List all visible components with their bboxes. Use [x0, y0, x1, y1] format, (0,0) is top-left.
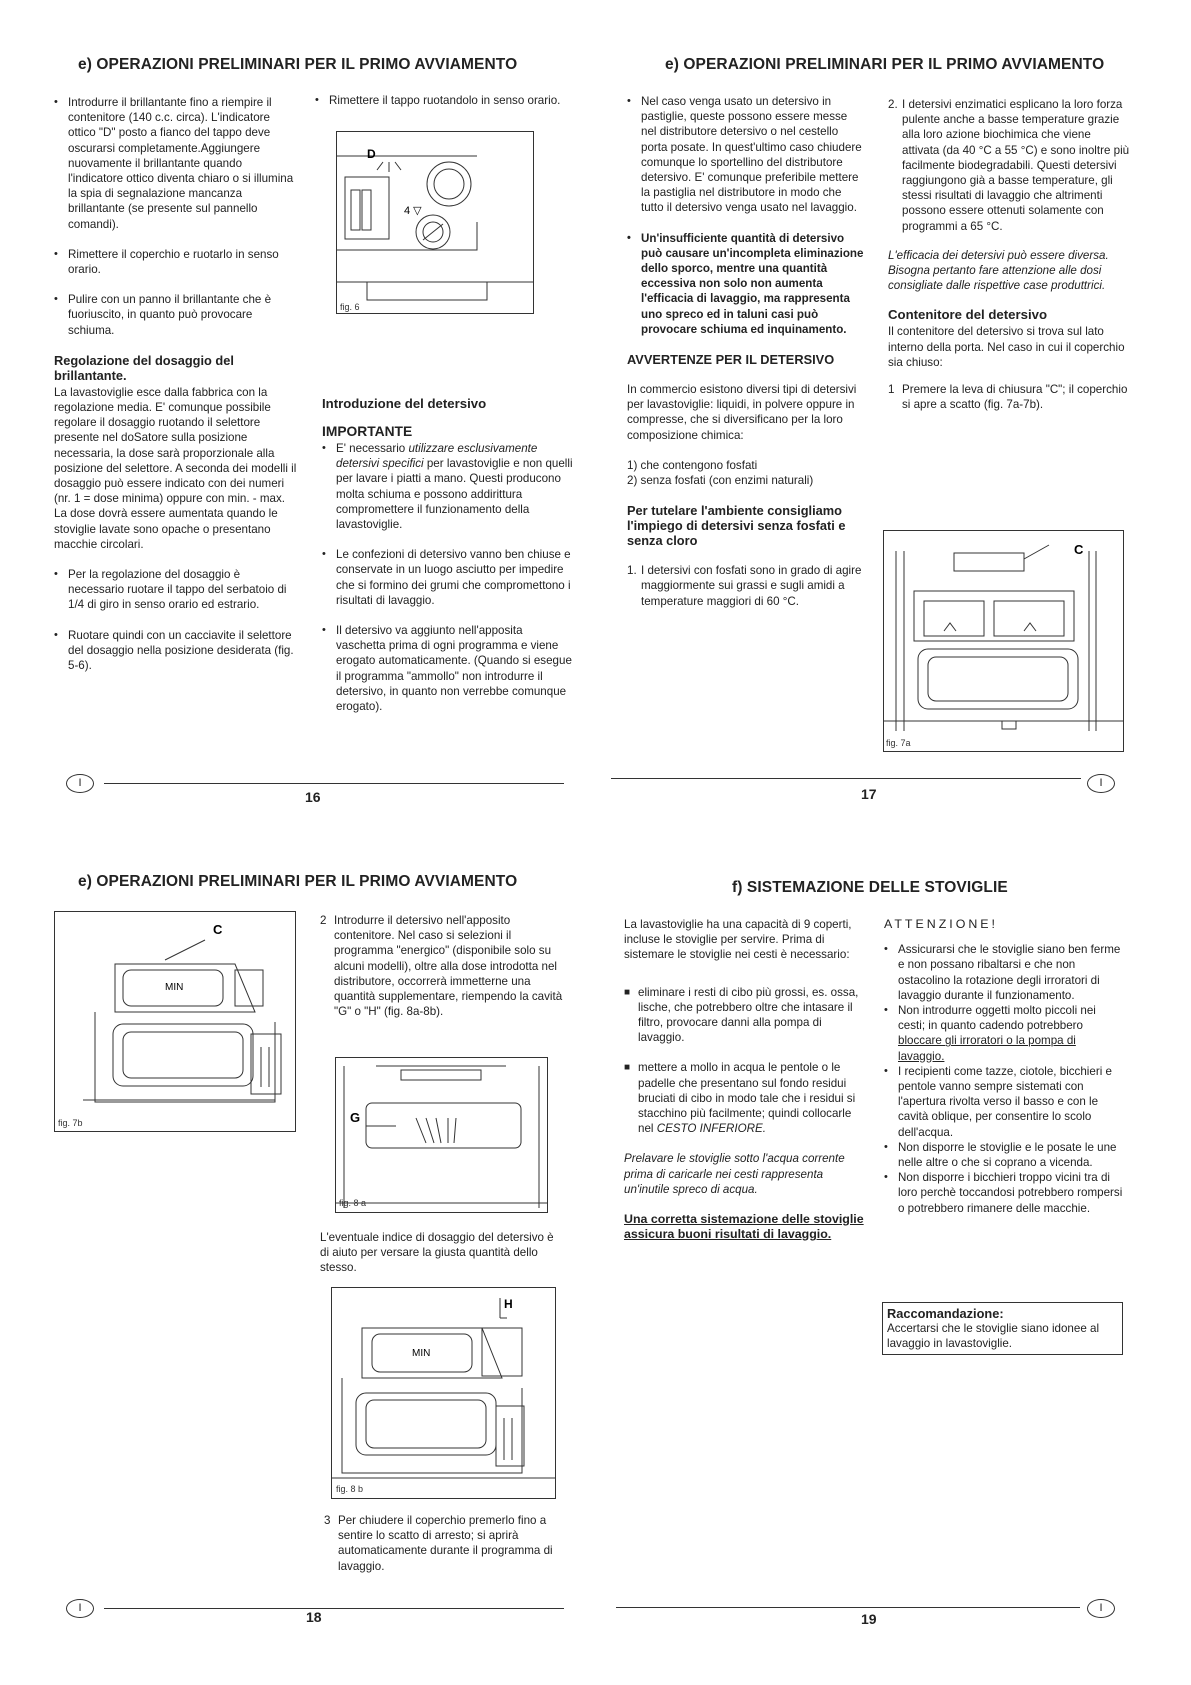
list-line: 1) che contengono fosfati	[627, 458, 758, 472]
page-title: e) OPERAZIONI PRELIMINARI PER IL PRIMO AVVIAMENTO	[78, 56, 518, 73]
paragraph: La dose dovrà essere aumentata quando le stoviglie lavate sono opache o presentano macchie circolari.	[54, 507, 278, 551]
bullet-text: eliminare i resti di cibo più grossi, es. ossa, lische, che potrebbero oltre che intasare il filtro, provocare danni alla pompa di lavaggio.	[638, 985, 859, 1045]
bullet-prefix: E' necessario	[336, 442, 409, 455]
p19-column-1: La lavastoviglie ha una capacità di 9 coperti, incluse le stoviglie per servire. Prima di sistemare le stoviglie nei cesti è necessario: ■ eliminare i resti di cibo più grossi, es. ossa, lische, che potrebbero oltre che intasare il filtro, provocare danni alla pompa di lavaggio. ■ mettere a mollo in acqua le pentole o le padelle che presentano sul fondo residui bruciati di cibo in modo tale che i residui si stacchino più facilmente; quindi collocarle nel CESTO INFERIORE. Prelavare le stoviglie sotto l'acqua corrente prima di caricarle nei cesti rappresenta un'inutile spreco di acqua. Una corretta sistemazione delle stoviglie assicura buoni risultati di lavaggio.	[624, 918, 864, 1242]
bullet-suffix: per lavastoviglie e non quelli per lavare i piatti a mano. Questi producono molta schiuma e possono addirittura compromettere il funzionamento della lavastoviglie.	[336, 457, 573, 532]
page-number: 16	[305, 789, 321, 805]
paragraph: La lavastoviglie esce dalla fabbrica con la regolazione media. E' comunque possibile regolare il dosaggio ruotando il selettore presente nel doSatore sulla posizione necessaria, la dose sarà proporzionale alla posizione del selettore. A seconda dei modelli il dosaggio può essere indicato con dei numeri (nr. 1 = dose minima) oppure con min. - max.	[54, 385, 297, 506]
rinse-aid-dispenser-drawing	[337, 132, 533, 313]
list-text: Introdurre il detersivo nell'apposito contenitore. Nel caso si selezioni il programma "energico" (disponibile solo su alcuni modelli), oltre alla dose introdotta nel distributore, occorrerà immetterne una quantità supplementare, riempendo la cavità "G" o "H" (fig. 8a-8b).	[334, 914, 563, 1019]
figure-8a	[335, 1057, 548, 1213]
svg-text:MIN: MIN	[412, 1348, 431, 1359]
list-text: Per chiudere il coperchio premerlo fino a sentire lo scatto di arresto; si aprirà automaticamente durante il programma di lavaggio.	[338, 1514, 553, 1573]
page-title: f) SISTEMAZIONE DELLE STOVIGLIE	[732, 879, 1008, 896]
language-badge: I	[66, 1599, 94, 1618]
figure-6	[336, 131, 534, 314]
italic-note: Prelavare le stoviglie sotto l'acqua corrente prima di caricarle nei cesti rappresenta un'inutile spreco di acqua.	[624, 1152, 845, 1196]
eco-heading: Per tutelare l'ambiente consigliamo l'impiego di detersivi senza fosfati e senza cloro	[627, 503, 846, 549]
figure-7a	[883, 530, 1124, 752]
paragraph: In commercio esistono diversi tipi di detersivi per lavastoviglie: liquidi, in polvere oppure in compresse, che si diversificano per la loro composizione chimica:	[627, 383, 857, 442]
page-title: e) OPERAZIONI PRELIMINARI PER IL PRIMO AVVIAMENTO	[665, 56, 1105, 73]
p17-column-2	[888, 97, 1130, 424]
svg-text:MIN: MIN	[165, 982, 184, 993]
detergent-dispenser-drawing	[55, 912, 295, 1131]
recommendation-title: Raccomandazione:	[887, 1306, 1004, 1321]
bullet-text: Ruotare quindi con un cacciavite il selettore del dosaggio nella posizione desiderata (fig. 5-6).	[68, 628, 294, 673]
p18-column-2b	[320, 1230, 565, 1276]
figure-7b	[54, 911, 296, 1132]
page-number: 19	[861, 1611, 877, 1627]
p17-column-1: • Nel caso venga usato un detersivo in pastiglie, queste possono essere messe nel distributore detersivo o nel cestello porta posate. In quest'ultimo caso chiudere comunque lo sportellino del distributore detersivo. E' comunque preferibile mettere la pastiglia nel distributore in modo che tutto il detersivo venga usato nel lavaggio. • Un'insufficiente quantità di detersivo può causare un'incompleta eliminazione dello sporco, mentre una quantità eccessiva non solo non aumenta l'efficacia di lavaggio, ma rappresenta uno spreco ed in taluni casi può provocare schiuma ed inquinamento. AVVERTENZE PER IL DETERSIVO In commercio esistono diversi tipi di detersivi per lavastoviglie: liquidi, in polvere oppure in compresse, che si diversificano per la loro composizione chimica: 1) che contengono fosfati 2) senza fosfati (con enzimi naturali) Per tutelare l'ambiente consigliamo l'impiego di detersivi senza fosfati e senza cloro 1. I detersivi con fosfati sono in grado di agire maggiormente sui grassi e sugli amidi a temperature maggiori di 60 °C.	[627, 95, 864, 608]
language-badge: I	[1087, 774, 1115, 793]
list-text: I detersivi con fosfati sono in grado di agire maggiormente sui grassi e sugli amidi a temperature maggiori di 60 °C.	[641, 564, 862, 608]
underlined-note: Una corretta sistemazione delle stoviglie assicura buoni risultati di lavaggio.	[624, 1212, 864, 1242]
bullet-underline: bloccare gli irroratori o la pompa di lavaggio.	[898, 1034, 1076, 1063]
p16-column-2b: Introduzione del detersivo IMPORTANTE • E' necessario utilizzare esclusivamente detersivi specifici per lavastoviglie e non quelli per lavare i piatti a mano. Questi producono molta schiuma e possono addirittura compromettere il funzionamento della lavastoviglie. • Le confezioni di detersivo vanno ben chiuse e conservate in un luogo asciutto per impedire che si formino dei grumi che compromettono i risultati di lavaggio. • Il detersivo va aggiunto nell'apposita vaschetta prima di ogni programma e viene erogato automaticamente. (Quando si esegue il programma "ammollo" non introdurre il detersivo, in quanto non verrebbe comunque erogato).	[322, 396, 573, 714]
bullet-prefix: Non introdurre oggetti molto piccoli nei cesti; in quanto cadendo potrebbero	[898, 1004, 1096, 1033]
section-heading: AVVERTENZE PER IL DETERSIVO	[627, 352, 835, 368]
footer-rule	[616, 1607, 1080, 1608]
bullet-text: Rimettere il coperchio e ruotarlo in senso orario.	[68, 247, 279, 277]
bullet-text: Le confezioni di detersivo vanno ben chiuse e conservate in un luogo asciutto per impedire che si formino dei grumi che compromettono i risultati di lavaggio.	[336, 548, 571, 607]
list-number: 2.	[888, 98, 898, 111]
bullet-italic: utilizzare esclusivamente detersivi specifici	[336, 442, 538, 471]
bullet-text: Rimettere il tappo ruotandolo in senso orario.	[329, 94, 561, 107]
paragraph: L'eventuale indice di dosaggio del detersivo è di aiuto per versare la giusta quantità dello stesso.	[320, 1231, 554, 1275]
svg-text:C: C	[213, 922, 223, 937]
detergent-cavity-g-drawing	[336, 1058, 547, 1212]
footer-rule	[104, 1608, 564, 1609]
bullet-italic: CESTO INFERIORE.	[656, 1122, 767, 1136]
svg-text:D: D	[367, 147, 376, 161]
bullet-text: Pulire con un panno il brillantante che è fuoriuscito, in quanto può provocare schiuma.	[68, 293, 272, 337]
svg-text:G: G	[350, 1110, 361, 1125]
bullet-text: Nel caso venga usato un detersivo in pastiglie, queste possono essere messe nel distributore detersivo o nel cestello porta posate. In quest'ultimo caso chiudere comunque lo sportellino del distributore detersivo. E' comunque preferibile mettere la pastiglia nel distributore in modo che tutto il detersivo venga usato nel lavaggio.	[641, 95, 862, 215]
p19-column-2: ATTENZIONE! • Assicurarsi che le stoviglie siano ben ferme e non possano ribaltarsi e che non ostacolino la rotazione degli irroratori di lavaggio durante il funzionamento. • Non introdurre oggetti molto piccoli nei cesti; in quanto cadendo potrebbero bloccare gli irroratori o la pompa di lavaggio. • I recipienti come tazze, ciotole, bicchieri e pentole vanno sempre sistemati con l'apertura rivolta verso il basso e con le cavità oblique, per consentire lo scolo dell'acqua. • Non disporre le stoviglie e le posate le une nelle altre o che si coprano a vicenda. • Non disporre i bicchieri troppo vicini tra di loro perchè toccandosi potrebbero rompersi o potrebbero rimanere delle macchie.	[884, 917, 1123, 1215]
figure-caption: fig. 8 b	[336, 1484, 364, 1494]
page-title: e) OPERAZIONI PRELIMINARI PER IL PRIMO AVVIAMENTO	[78, 873, 518, 890]
p16-column-1: • Introdurre il brillantante fino a riempire il contenitore (140 c.c. circa). L'indicatore ottico "D" posto a fianco del tappo deve oscurarsi completamente.Aggiungere nuovamente il brillantante quando l'indicatore ottico diventa chiaro o si illumina la spia di segnalazione mancanza brillantante (se presente sul pannello comandi). • Rimettere il coperchio e ruotarlo in senso orario. • Pulire con un panno il brillantante che è fuoriuscito, in quanto può provocare schiuma. Regolazione del dosaggio del brillantante. La lavastoviglie esce dalla fabbrica con la regolazione media. E' comunque possibile regolare il dosaggio ruotando il selettore presente nel doSatore sulla posizione necessaria, la dose sarà proporzionale alla posizione del selettore. A seconda dei modelli il dosaggio può essere indicato con dei numeri (nr. 1 = dose minima) oppure con min. - max. La dose dovrà essere aumentata quando le stoviglie lavate sono opache o presentano macchie circolari. • Per la regolazione del dosaggio è necessario ruotare il tappo del serbatoio di 1/4 di giro in senso orario ed estrario. • Ruotare quindi con un cacciavite il selettore del dosaggio nella posizione desiderata (fig. 5-6).	[54, 95, 299, 688]
svg-text:H: H	[504, 1297, 513, 1311]
detergent-dispenser-drawing	[884, 531, 1123, 751]
section-heading: Regolazione del dosaggio del brillantante.	[54, 352, 234, 383]
attention-heading: ATTENZIONE!	[884, 917, 998, 931]
bullet-prefix: mettere a mollo in acqua le pentole o le padelle che presentano sul fondo residui bruciati di cibo in modo tale che i residui si stacchino più facilmente; quindi collocarle nel	[638, 1061, 856, 1136]
important-heading: IMPORTANTE	[322, 424, 413, 439]
bullet-text: Introdurre il brillantante fino a riempire il contenitore (140 c.c. circa). L'indicatore ottico "D" posto a fianco del tappo deve oscurarsi completamente.Aggiungere nuovamente il brillantante quando l'indicatore ottico diventa chiaro o si illumina la spia di segnalazione mancanza brillantante (se presente sul pannello comandi).	[68, 96, 294, 231]
list-number: 1	[888, 383, 895, 397]
figure-8b	[331, 1287, 556, 1499]
p16-column-2a: • Rimettere il tappo ruotandolo in senso orario.	[315, 94, 561, 107]
language-badge: I	[66, 774, 94, 793]
italic-note: L'efficacia dei detersivi può essere diversa. Bisogna pertanto fare attenzione alle dosi consigliate dalle rispettive case produttrici.	[888, 248, 1109, 293]
recommendation-text: Accertarsi che le stoviglie siano idonee al lavaggio in lavastoviglie.	[887, 1322, 1100, 1350]
figure-caption: fig. 7b	[58, 1118, 83, 1128]
figure-caption: fig. 6	[340, 302, 360, 312]
detergent-cavity-h-drawing	[332, 1288, 555, 1498]
bullet-text: Non disporre i bicchieri troppo vicini tra di loro perchè toccandosi potrebbero rompersi o potrebbero rimanere delle macchie.	[898, 1171, 1123, 1215]
footer-rule	[611, 778, 1081, 779]
list-line: 2) senza fosfati (con enzimi naturali)	[627, 474, 814, 488]
bullet-text: Il detersivo va aggiunto nell'apposita vaschetta prima di ogni programma e viene erogato automaticamente. (Quando si esegue il programma "ammollo" non introdurre il detersivo, in quanto non verrebbe comunque erogato).	[336, 624, 572, 714]
footer-rule	[104, 783, 564, 784]
svg-text:4 ▽: 4 ▽	[404, 205, 422, 217]
section-heading: Contenitore del detersivo	[888, 307, 1048, 323]
svg-text:C: C	[1074, 542, 1084, 557]
bullet-text: Non disporre le stoviglie e le posate le une nelle altre o che si coprano a vicenda.	[898, 1140, 1117, 1170]
p18-column-2c	[324, 1513, 569, 1586]
paragraph: Il contenitore del detersivo si trova sul lato interno della porta. Nel caso in cui il coperchio sia chiuso:	[888, 325, 1125, 369]
page-number: 18	[306, 1609, 322, 1625]
recommendation-box	[882, 1302, 1123, 1355]
bullet-text: Assicurarsi che le stoviglie siano ben ferme e non possano ribaltarsi e che non ostacolino la rotazione degli irroratori di lavaggio durante il funzionamento.	[898, 943, 1121, 1002]
bullet-text: Per la regolazione del dosaggio è necessario ruotare il tappo del serbatoio di 1/4 di giro in senso orario ed estrario.	[68, 568, 287, 612]
section-heading: Introduzione del detersivo	[322, 396, 487, 411]
list-text: I detersivi enzimatici esplicano la loro forza pulente anche a basse temperature grazie alla loro azione biochimica che viene attivata (da 40 °C a 55 °C) e sono inoltre più facilmente biodegradabili. Questi detersivi raggiungono già a basse temperature, gli stessi risultati di lavaggio che altrimenti possono essere ottenuti solamente con programmi a 65 °C.	[902, 98, 1130, 233]
list-number: 3	[324, 1514, 331, 1527]
figure-caption: fig. 8 a	[339, 1198, 367, 1208]
list-number: 1.	[627, 564, 637, 578]
language-badge: I	[1087, 1599, 1115, 1618]
list-number: 2	[320, 914, 327, 927]
paragraph: La lavastoviglie ha una capacità di 9 coperti, incluse le stoviglie per servire. Prima di sistemare le stoviglie nei cesti è necessario:	[624, 918, 852, 962]
p18-column-2a	[320, 913, 565, 1031]
figure-caption: fig. 7a	[886, 738, 911, 748]
bullet-text: I recipienti come tazze, ciotole, bicchieri e pentole vanno sempre sistemati con l'apertura rivolta verso il basso e con le cavità oblique, per consentire lo scolo dell'acqua.	[898, 1064, 1112, 1139]
bullet-text: Un'insufficiente quantità di detersivo può causare un'incompleta eliminazione dello sporco, mentre una quantità eccessiva non solo non aumenta l'efficacia di lavaggio, ma rappresenta uno spreco ed in taluni casi può provocare schiuma ed inquinamento.	[641, 231, 864, 336]
list-text: Premere la leva di chiusura "C"; il coperchio si apre a scatto (fig. 7a-7b).	[902, 383, 1128, 412]
page-number: 17	[861, 786, 877, 802]
